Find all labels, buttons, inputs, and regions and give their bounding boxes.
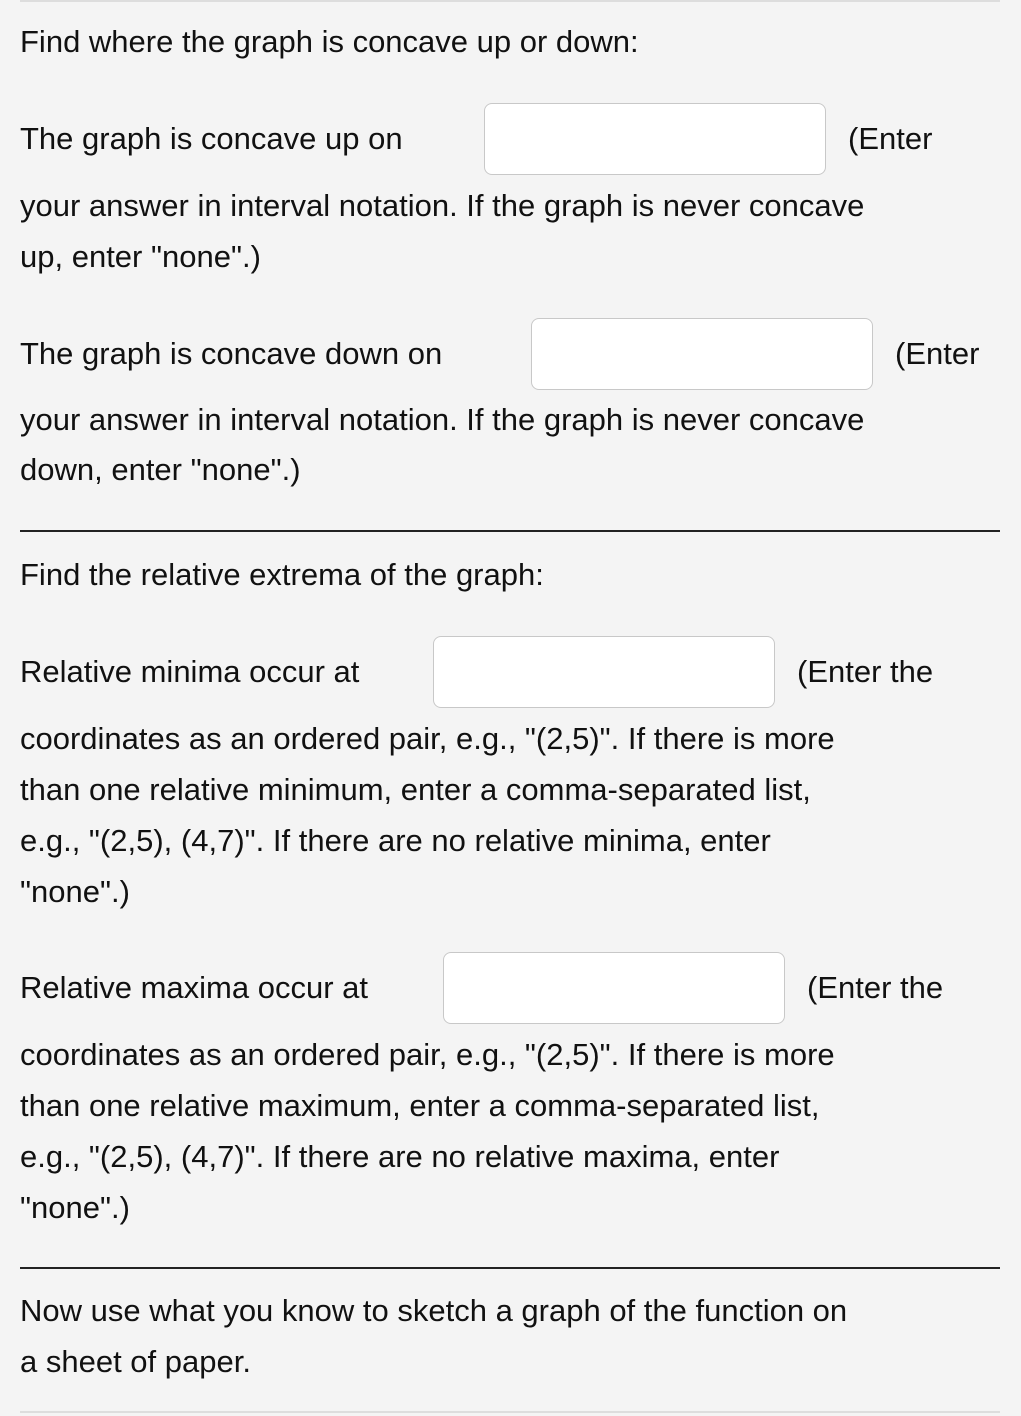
divider — [20, 530, 1000, 532]
concave-up-label: The graph is concave up on — [20, 121, 403, 156]
maxima-hint: coordinates as an ordered pair, e.g., "(2,5)". If there is more — [20, 1037, 835, 1072]
concavity-heading: Find where the graph is concave up or down: — [20, 24, 639, 59]
maxima-input[interactable] — [443, 952, 785, 1024]
concave-up-hint: up, enter "none".) — [20, 239, 261, 274]
maxima-hint: (Enter the — [807, 970, 944, 1005]
maxima-hint: "none".) — [20, 1190, 130, 1225]
concave-down-input[interactable] — [531, 318, 873, 390]
maxima-hint: e.g., "(2,5), (4,7)". If there are no relative maxima, enter — [20, 1139, 780, 1174]
minima-hint: coordinates as an ordered pair, e.g., "(2,5)". If there is more — [20, 721, 835, 756]
minima-hint: (Enter the — [797, 654, 934, 689]
minima-hint: "none".) — [20, 874, 130, 909]
concave-down-hint: your answer in interval notation. If the graph is never concave — [20, 402, 865, 437]
extrema-heading: Find the relative extrema of the graph: — [20, 557, 544, 592]
top-edge — [20, 0, 1000, 2]
footer-instruction: a sheet of paper. — [20, 1344, 251, 1379]
concave-up-hint: (Enter — [848, 121, 933, 156]
minima-hint: e.g., "(2,5), (4,7)". If there are no relative minima, enter — [20, 823, 771, 858]
minima-label: Relative minima occur at — [20, 654, 360, 689]
footer-instruction: Now use what you know to sketch a graph of the function on — [20, 1293, 848, 1328]
concave-down-hint: (Enter — [895, 336, 980, 371]
minima-input[interactable] — [433, 636, 775, 708]
concave-up-input[interactable] — [484, 103, 826, 175]
concave-down-hint: down, enter "none".) — [20, 452, 301, 487]
maxima-label: Relative maxima occur at — [20, 970, 369, 1005]
concave-down-label: The graph is concave down on — [20, 336, 443, 371]
divider — [20, 1267, 1000, 1269]
minima-hint: than one relative minimum, enter a comma-separated list, — [20, 772, 811, 807]
maxima-hint: than one relative maximum, enter a comma-separated list, — [20, 1088, 820, 1123]
bottom-edge — [20, 1411, 1000, 1413]
concave-up-hint: your answer in interval notation. If the graph is never concave — [20, 188, 865, 223]
